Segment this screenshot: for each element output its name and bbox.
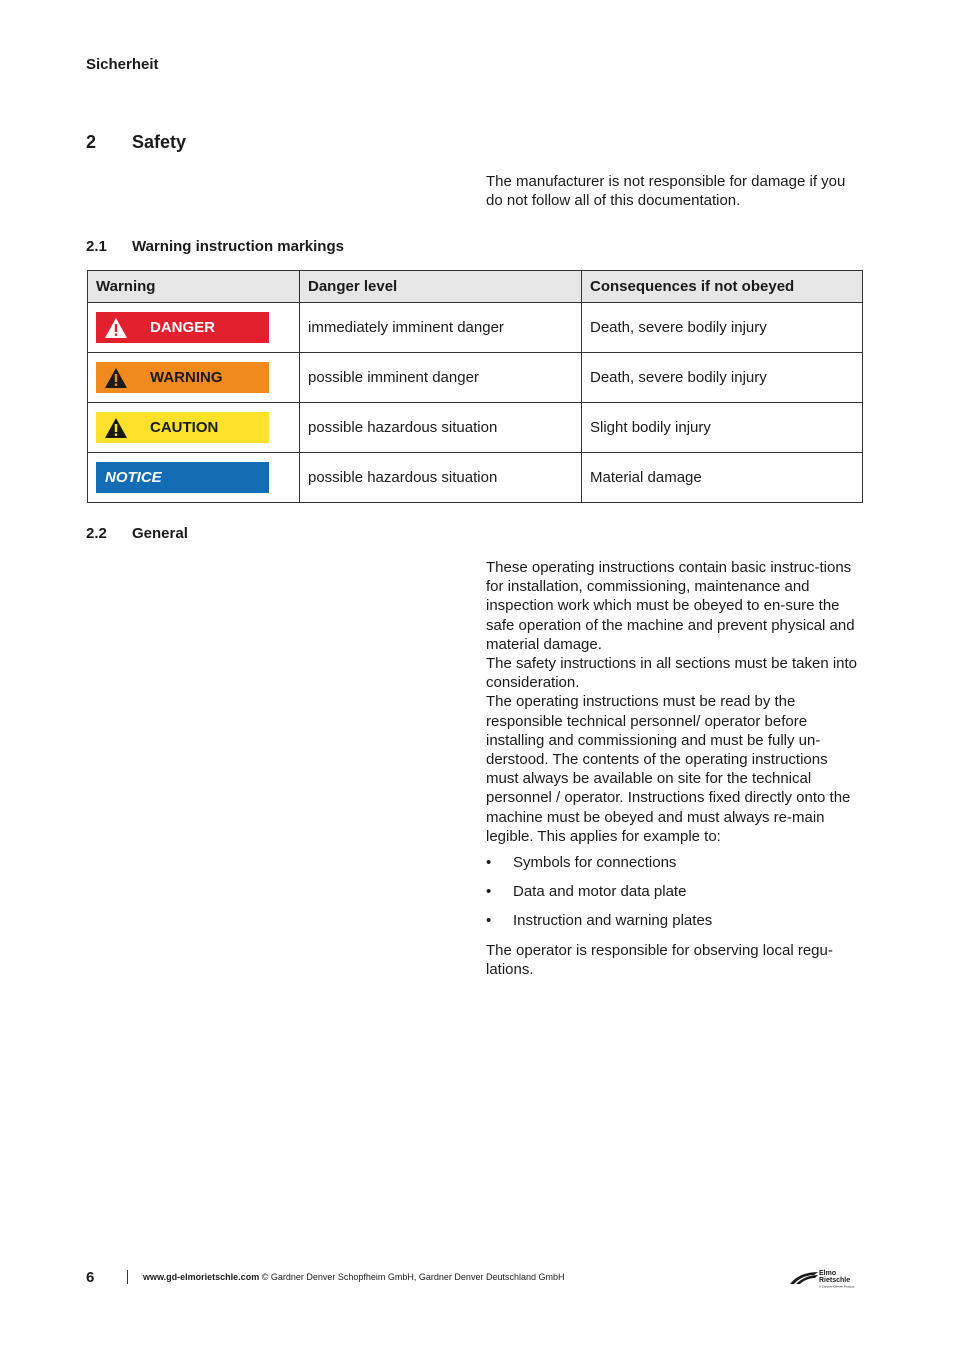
bullet-icon: • — [486, 854, 492, 872]
bullet-icon: • — [486, 883, 492, 901]
subsection-number: 2.2 — [86, 525, 107, 542]
sign-label: WARNING — [150, 369, 223, 386]
subsection-title: General — [132, 525, 188, 542]
header-danger-level: Danger level — [300, 271, 582, 303]
subsection-title: Warning instruction markings — [132, 238, 344, 255]
subsection-number: 2.1 — [86, 238, 107, 255]
footer-copyright: © Gardner Denver Schopfheim GmbH, Gardner Denver Deutschland GmbH — [261, 1272, 565, 1282]
swoosh-icon — [788, 1266, 866, 1290]
page-number: 6 — [86, 1269, 95, 1286]
warning-triangle-icon — [96, 362, 136, 393]
bullet-list — [486, 853, 862, 931]
table-header-row — [88, 271, 863, 303]
warning-triangle-icon — [96, 412, 136, 443]
warning-markings-table — [87, 270, 863, 503]
svg-text:Elmo: Elmo — [819, 1270, 837, 1277]
consequence-cell: Slight bodily injury — [582, 403, 863, 453]
general-paragraph: The operating instructions must be read by the responsible technical personnel/ operator before installing and commissioning and must be fully un-derstood. The contents of the operating instructions must always be available on site for the technical personnel / operator. Instructions fixed directly onto the machine must be obeyed and must always re-main legible. This applies for example to: — [486, 693, 851, 845]
header-consequences: Consequences if not obeyed — [582, 271, 863, 303]
warning-triangle-icon — [96, 312, 136, 343]
danger-level-cell: possible hazardous situation — [300, 403, 582, 453]
table-row — [88, 403, 863, 453]
notice-sign — [96, 462, 269, 493]
consequence-cell: Death, severe bodily injury — [582, 353, 863, 403]
general-body — [486, 558, 862, 979]
list-item: • Instruction and warning plates — [486, 912, 713, 930]
general-paragraph: The safety instructions in all sections must be taken into consideration. — [486, 655, 858, 692]
section-title: Safety — [132, 132, 187, 152]
warning-sign — [96, 362, 269, 393]
section-number: 2 — [86, 132, 97, 152]
section-heading — [86, 132, 186, 153]
table-row — [88, 453, 863, 503]
danger-level-cell: possible imminent danger — [300, 353, 582, 403]
svg-text:A Gardner Denver Product: A Gardner Denver Product — [819, 1284, 855, 1289]
subsection-heading-warning-markings — [86, 238, 344, 255]
elmo-rietschle-logo — [788, 1266, 866, 1290]
table-row — [88, 353, 863, 403]
general-closing-paragraph: The operator is responsible for observing local regu-lations. — [486, 941, 833, 978]
danger-level-cell: immediately imminent danger — [300, 303, 582, 353]
consequence-cell: Death, severe bodily injury — [582, 303, 863, 353]
sign-label: CAUTION — [150, 419, 219, 436]
danger-level-cell: possible hazardous situation — [300, 453, 582, 503]
intro-paragraph: The manufacturer is not responsible for damage if you do not follow all of this documentation. — [486, 173, 846, 209]
list-item: • Data and motor data plate — [486, 883, 687, 901]
caution-sign — [96, 412, 269, 443]
table-row — [88, 303, 863, 353]
general-paragraph: These operating instructions contain basic instruc-tions for installation, commissioning, maintenance and inspection work which must be obeyed to en-sure the safe operation of the machine and prevent physical and material damage. — [486, 559, 855, 653]
subsection-heading-general — [86, 525, 188, 542]
footer-divider — [127, 1270, 128, 1284]
consequence-cell: Material damage — [582, 453, 863, 503]
footer-text — [143, 1272, 564, 1282]
running-head: Sicherheit — [86, 56, 159, 73]
sign-label: NOTICE — [105, 469, 162, 486]
svg-text:Rietschle: Rietschle — [819, 1277, 851, 1284]
danger-sign — [96, 312, 269, 343]
sign-label: DANGER — [150, 319, 216, 336]
list-item: • Symbols for connections — [486, 854, 677, 872]
header-warning: Warning — [88, 271, 300, 303]
footer-url: www.gd-elmorietschle.com — [143, 1272, 260, 1282]
bullet-icon: • — [486, 912, 492, 930]
